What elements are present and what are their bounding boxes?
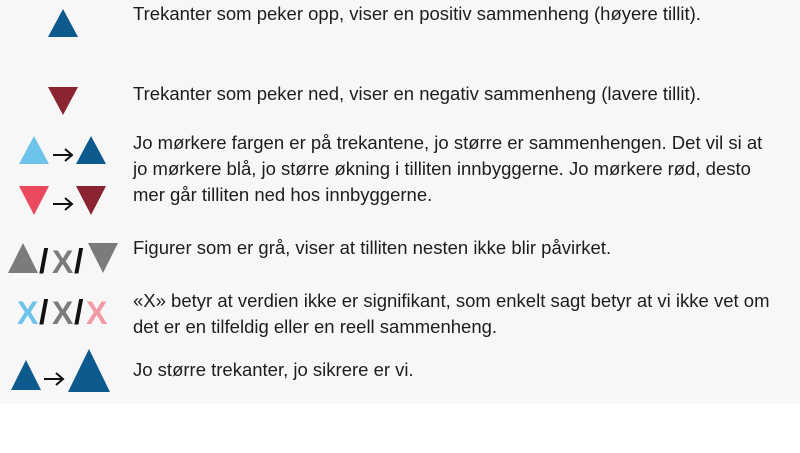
triangle-down-dark-red — [76, 186, 106, 215]
legend-text-not-significant: «X» betyr at verdien ikke er signifikant, som enkelt sagt betyr at vi ikke vet om det er en tilfeldig eller en reell sammenheng. — [133, 290, 770, 337]
color-intensity-arrows-icon — [0, 128, 125, 223]
x-mark-light-blue: X — [17, 295, 39, 331]
legend-text-gray: Figurer som er grå, viser at tilliten nesten ikke blir påvirket. — [133, 237, 612, 258]
x-mark-gray: X — [52, 244, 74, 280]
legend-text-negative: Trekanter som peker ned, viser en negativ sammenheng (lavere tillit). — [133, 83, 701, 104]
legend-text-positive: Trekanter som peker opp, viser en positiv sammenheng (høyere tillit). — [133, 3, 701, 24]
triangle-up-dark-blue — [76, 136, 106, 164]
triangle-down-gray — [88, 243, 118, 273]
slash-mark: / — [74, 294, 84, 332]
triangle-up-light-blue — [19, 136, 49, 164]
triangle-up-large-dark-blue — [68, 349, 110, 392]
triangle-down-dark-red — [48, 87, 78, 115]
x-marks-icon — [0, 286, 125, 336]
triangle-up-small-dark-blue — [11, 360, 41, 390]
triangle-up-dark-blue — [48, 9, 78, 37]
slash-mark: / — [39, 294, 49, 332]
slash-mark: / — [39, 243, 49, 281]
gray-figures-icon — [0, 232, 125, 282]
triangle-up-dark-blue-icon — [0, 0, 125, 50]
triangle-down-dark-red-icon — [0, 76, 125, 126]
legend-text-intensity: Jo mørkere fargen er på trekantene, jo større er sammenhengen. Det vil si at jo mørkere blå, jo større økning i tilliten innbyggerne. Jo mørkere rød, desto mer går tilliten ned hos innbyggerne. — [133, 132, 763, 205]
x-mark-pink: X — [86, 295, 108, 331]
legend-text-size: Jo større trekanter, jo sikrere er vi. — [133, 359, 414, 380]
x-mark-gray: X — [52, 295, 74, 331]
triangle-down-light-red — [19, 186, 49, 215]
triangle-size-arrow-icon — [0, 346, 125, 396]
triangle-up-gray — [8, 243, 38, 273]
slash-mark: / — [74, 243, 84, 281]
